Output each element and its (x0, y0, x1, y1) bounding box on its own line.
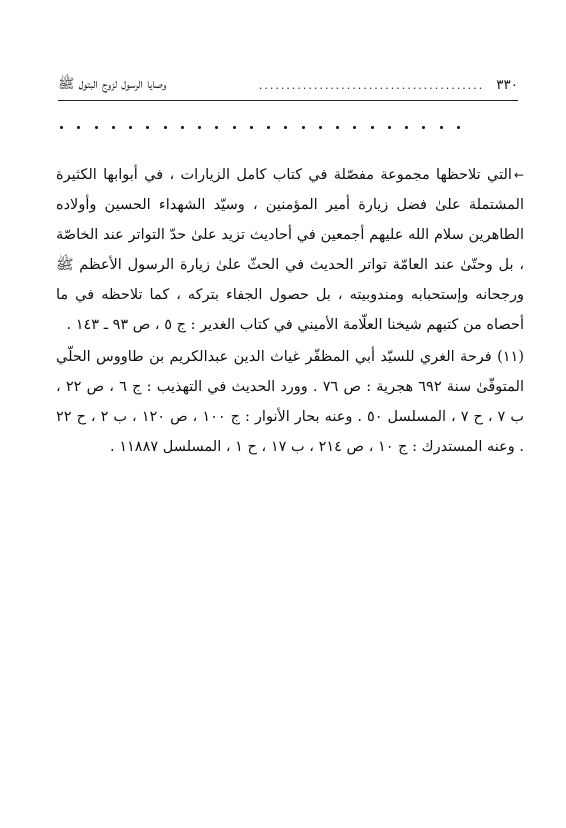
divider-dot (422, 126, 425, 129)
divider-dot (164, 126, 167, 129)
page-number: ٣٣٠ (496, 77, 518, 93)
continuation-arrow-icon: ← (513, 168, 524, 182)
divider-dot (129, 126, 132, 129)
divider-dot (336, 126, 339, 129)
divider-dot (181, 126, 184, 129)
running-title: وصايا الرسول لزوج البتول ﷺ (58, 76, 167, 92)
divider-dot (215, 126, 218, 129)
divider-dot (267, 126, 270, 129)
divider-dot (112, 126, 115, 129)
divider-dot (198, 126, 201, 129)
divider-dot (250, 126, 253, 129)
divider-dot (60, 126, 63, 129)
dot-divider (60, 122, 460, 132)
divider-dot (146, 126, 149, 129)
divider-dot (77, 126, 80, 129)
divider-dot (319, 126, 322, 129)
divider-dot (302, 126, 305, 129)
paragraph-continued (56, 160, 524, 340)
divider-dot (440, 126, 443, 129)
divider-dot (284, 126, 287, 129)
divider-dot (95, 126, 98, 129)
divider-dot (405, 126, 408, 129)
running-header (58, 74, 518, 96)
divider-dot (388, 126, 391, 129)
body-text (56, 160, 524, 462)
footnote-11: (١١) فرحة الغري للسيّد أبي المظفّر غياث الدين عبدالكريم بن طاووس الحلّي المتوفّىٰ سنة ٦٩٢ هجرية : ص ٧٦ . وورد الحديث في التهذيب : ج ٦ ، ص ٢٢ ، ب ٧ ، ح ٧ ، المسلسل ٥٠ . وعنه بحار الأنوار : ج ١٠٠ ، ص ١٢٠ ، ب ٢ ، ح ٢٢ . وعنه المستدرك : ج ١٠ ، ص ٢١٤ ، ب ١٧ ، ح ١ ، المسلسل ١١٨٨٧ . (56, 349, 524, 455)
divider-dot (457, 126, 460, 129)
divider-dot (353, 126, 356, 129)
paragraph-text: التي تلاحظها مجموعة مفصّلة في كتاب كامل الزيارات ، في أبوابها الكثيرة المشتملة علىٰ فضل زيارة أمير المؤمنين ، وسيّد الشهداء الحسين وأولاده الطاهرين سلام الله عليهم أجمعين في أحاديث تزيد علىٰ حدّ التواتر عند الخاصّة ، بل وحتّىٰ عند العامّة تواتر الحديث في الحثّ علىٰ زيارة الرسول الأعظم ﷺ ورجحانه وإستحبابه ومندوبيته ، بل حصول الجفاء بتركه ، كما تلاحظه في ما أحصاه من كتبهم شيخنا العلّامة الأميني في كتاب الغدير : ج ٥ ، ص ٩٣ ـ ١٤٣ . (56, 167, 524, 333)
divider-dot (233, 126, 236, 129)
leader-dots: ......................................... (258, 78, 485, 92)
header-rule (58, 100, 518, 101)
divider-dot (371, 126, 374, 129)
